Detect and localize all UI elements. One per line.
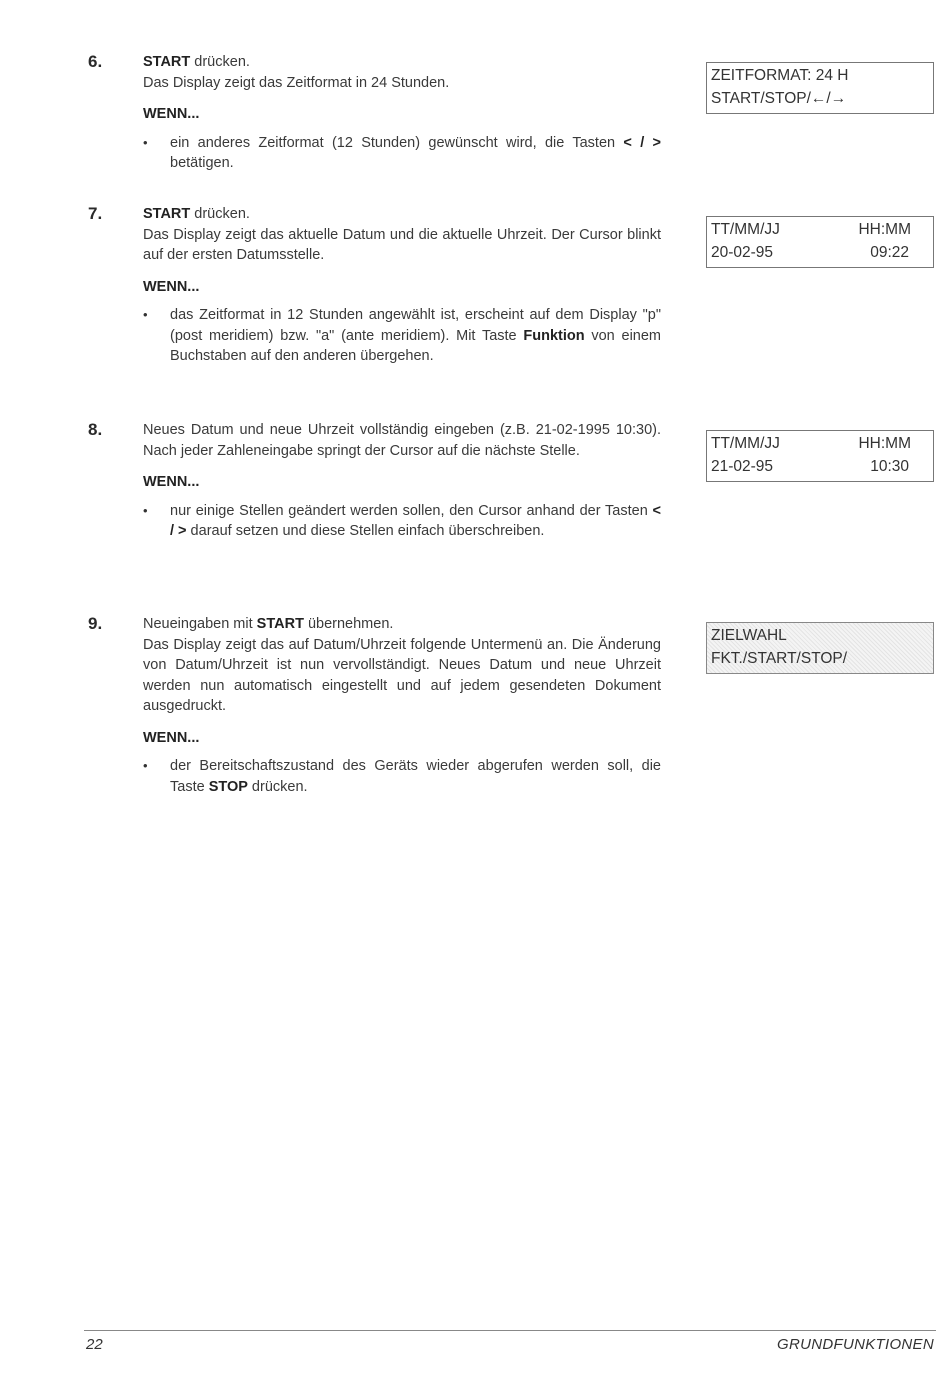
step-body: [143, 614, 661, 797]
display-line-1: ZEITFORMAT: 24 H: [711, 67, 849, 84]
footer-divider: [84, 1330, 936, 1331]
key-label: STOP: [208, 778, 248, 795]
display-panel: [706, 430, 934, 482]
bullet-text: das Zeitformat in 12 Stunden angewählt ist, erscheint auf dem Display "p" (post meridiem) bzw. "a" (ante meridiem). Mit Taste: [170, 307, 661, 344]
page-number: 22: [86, 1336, 103, 1353]
bullet-text: drücken.: [247, 778, 308, 795]
step-text: drücken.: [190, 54, 250, 70]
section-title: GRUNDFUNKTIONEN: [777, 1336, 934, 1353]
bullet-text: betätigen.: [170, 155, 234, 171]
display-time-value: 10:30: [870, 458, 909, 475]
display-line-2: FKT./START/STOP/: [711, 650, 848, 667]
bullet-text: ein anderes Zeitformat (12 Stunden) gewünscht wird, die Tasten: [170, 134, 624, 151]
bullet-text: von einem Buchstaben auf den anderen übergehen.: [170, 327, 661, 364]
step-line: Neues Datum und neue Uhrzeit vollständig eingeben (z.B. 21-02-1995 10:30). Nach jeder Zahleneingabe springt der Cursor auf die nächste Stelle.: [143, 422, 661, 459]
display-date-label: TT/MM/JJ: [711, 435, 780, 452]
display-panel: [706, 216, 934, 268]
step-body: [143, 204, 661, 367]
display-line-2: [711, 242, 929, 264]
step-text: übernehmen.: [303, 616, 394, 632]
wenn-heading: WENN...: [143, 474, 200, 490]
bullet-item: [143, 756, 661, 797]
wenn-heading: WENN...: [143, 729, 200, 746]
bullet-text: darauf setzen und diese Stellen einfach überschreiben.: [186, 523, 545, 539]
display-date-label: TT/MM/JJ: [711, 221, 780, 238]
display-line-2: [711, 456, 929, 478]
step-body: [143, 52, 661, 174]
bullet-item: [143, 501, 661, 542]
step-number: 9.: [88, 614, 103, 633]
key-label: START: [256, 616, 304, 632]
key-label: START: [143, 54, 191, 70]
display-line-2: START/STOP/←/→: [711, 90, 847, 107]
bullet-text: der Bereitschaftszustand des Geräts wieder abgerufen werden soll, die Taste: [170, 758, 661, 795]
wenn-heading: WENN...: [143, 278, 200, 295]
key-label: < / >: [623, 134, 661, 151]
step-line: [143, 204, 661, 225]
step-line: [143, 52, 661, 73]
display-line-1: [711, 219, 929, 241]
step-number: 7.: [88, 204, 103, 223]
step-text: Neueingaben mit: [143, 616, 257, 632]
step-text: drücken.: [190, 206, 250, 222]
bullet-item: [143, 133, 661, 174]
display-line-1: [711, 433, 929, 455]
key-label: < / >: [170, 502, 661, 539]
step-number: 6.: [88, 52, 103, 71]
display-panel: [706, 62, 934, 114]
display-time-value: 09:22: [870, 244, 909, 261]
step-line: Das Display zeigt das Zeitformat in 24 Stunden.: [143, 74, 450, 91]
display-time-label: HH:MM: [858, 435, 911, 452]
wenn-heading: WENN...: [143, 106, 200, 122]
display-date-value: 21-02-95: [711, 458, 774, 475]
key-label: Funktion: [523, 327, 585, 344]
display-time-label: HH:MM: [858, 221, 911, 238]
step-body: [143, 420, 661, 542]
step-line: Das Display zeigt das auf Datum/Uhrzeit folgende Untermenü an. Die Änderung von Datum/Uhrzeit ist nun vervollständigt. Neues Datum und neue Uhrzeit werden nun automatisch eingestellt und auf jedem gesendeten Dokument ausgedruckt.: [143, 636, 661, 714]
step-line: [143, 614, 661, 635]
bullet-item: [143, 305, 661, 367]
display-date-value: 20-02-95: [711, 244, 774, 261]
key-label: START: [143, 206, 191, 222]
step-number: 8.: [88, 420, 103, 439]
bullet-text: nur einige Stellen geändert werden sollen, den Cursor anhand der Tasten: [170, 502, 653, 519]
display-line-1: ZIELWAHL: [711, 627, 787, 644]
display-panel: [706, 622, 934, 674]
step-line: Das Display zeigt das aktuelle Datum und die aktuelle Uhrzeit. Der Cursor blinkt auf der ersten Datumsstelle.: [143, 226, 661, 263]
